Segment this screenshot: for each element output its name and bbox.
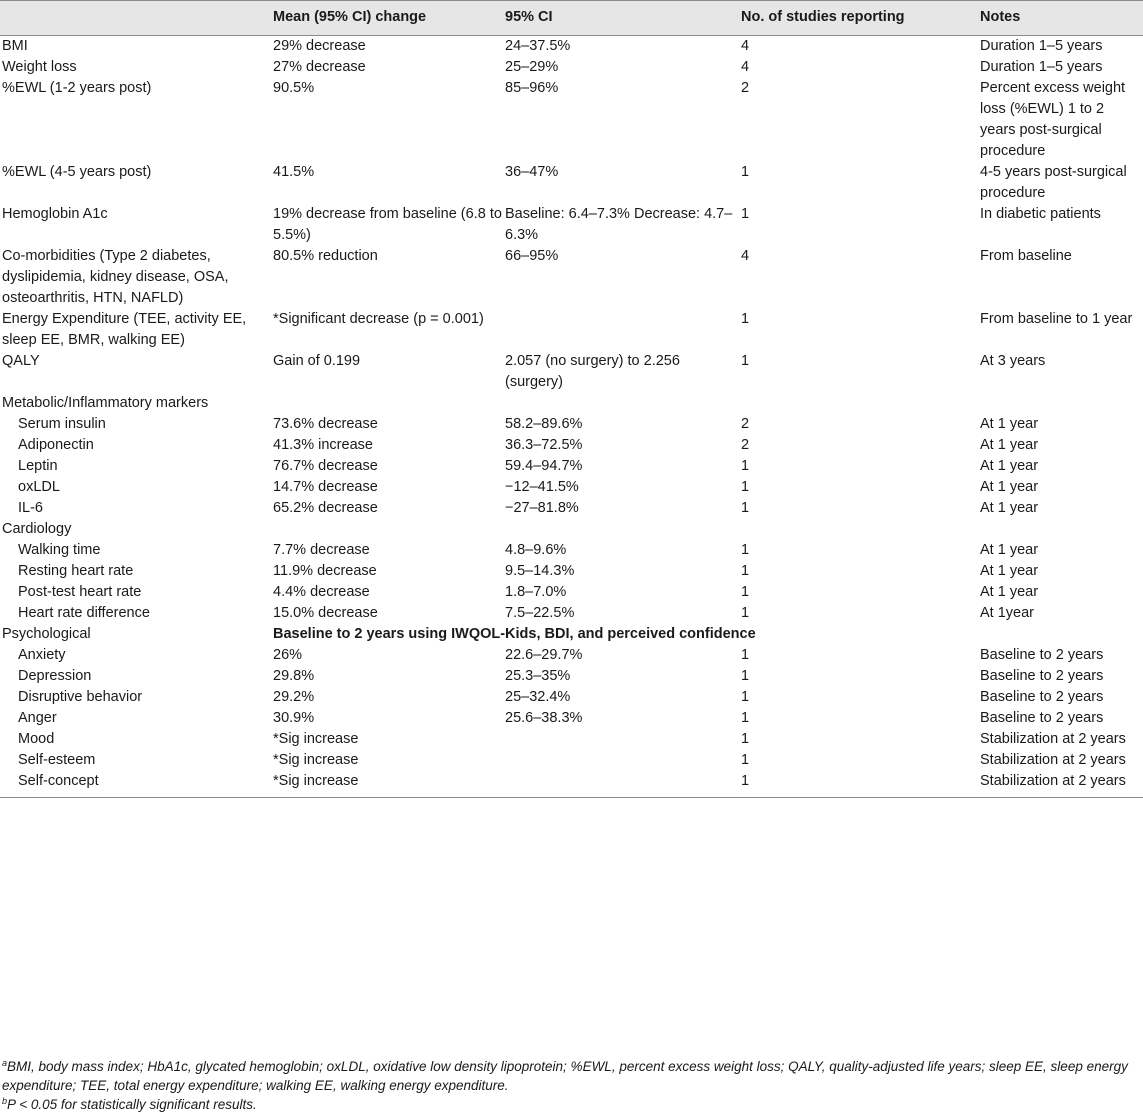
row-ci: −12–41.5% bbox=[505, 479, 579, 495]
table-row bbox=[0, 204, 1143, 246]
row-mean-change: 29.8% bbox=[273, 668, 315, 684]
row-label: Anger bbox=[18, 710, 57, 726]
row-ci bbox=[503, 729, 739, 750]
row-notes: Baseline to 2 years bbox=[980, 710, 1104, 726]
row-label: Weight loss bbox=[2, 59, 77, 75]
row-mean-change: 27% decrease bbox=[273, 59, 366, 75]
row-notes: At 1 year bbox=[980, 500, 1039, 516]
row-ci bbox=[503, 750, 739, 771]
row-mean-change: 90.5% bbox=[273, 80, 315, 96]
row-mean-change: 4.4% decrease bbox=[273, 584, 370, 600]
row-notes: At 1 year bbox=[980, 416, 1039, 432]
row-studies: 2 bbox=[741, 80, 750, 96]
table-row bbox=[0, 435, 1143, 456]
header-notes: Notes bbox=[978, 1, 1143, 36]
section-title: Metabolic/Inflammatory markers bbox=[2, 395, 209, 411]
row-ci: 36–47% bbox=[505, 164, 559, 180]
row-studies: 1 bbox=[741, 500, 750, 516]
row-label: Self-esteem bbox=[18, 752, 96, 768]
section-header-row bbox=[0, 519, 1143, 540]
header-studies: No. of studies reporting bbox=[739, 1, 978, 36]
row-studies: 1 bbox=[741, 584, 750, 600]
row-mean-change: 11.9% decrease bbox=[273, 563, 377, 579]
row-ci: 25–32.4% bbox=[505, 689, 571, 705]
row-ci: 66–95% bbox=[505, 248, 559, 264]
row-label: Disruptive behavior bbox=[18, 689, 143, 705]
row-studies: 1 bbox=[741, 710, 750, 726]
row-notes: In diabetic patients bbox=[980, 206, 1101, 222]
table-row bbox=[0, 540, 1143, 561]
section-filler bbox=[271, 519, 1143, 540]
table-row bbox=[0, 309, 1143, 351]
row-ci: 22.6–29.7% bbox=[505, 647, 583, 663]
table-row bbox=[0, 246, 1143, 309]
table-header-row bbox=[0, 1, 1143, 36]
section-title: Psychological bbox=[2, 626, 91, 642]
table-row bbox=[0, 645, 1143, 666]
row-studies: 1 bbox=[741, 479, 750, 495]
footnote-a bbox=[2, 1057, 1140, 1095]
table-row bbox=[0, 750, 1143, 771]
row-notes: From baseline bbox=[980, 248, 1072, 264]
row-notes: Stabilization at 2 years bbox=[978, 771, 1143, 798]
table-row bbox=[0, 414, 1143, 435]
row-label: Walking time bbox=[18, 542, 101, 558]
row-studies: 1 bbox=[741, 206, 750, 222]
row-mean-change: 14.7% decrease bbox=[273, 479, 378, 495]
row-label: Energy Expenditure (TEE, activity EE, sleep EE, BMR, walking EE) bbox=[2, 311, 247, 348]
row-label: BMI bbox=[2, 38, 28, 54]
row-mean-change: 29% decrease bbox=[273, 38, 366, 54]
row-notes: Percent excess weight loss (%EWL) 1 to 2 years post-surgical procedure bbox=[980, 80, 1126, 159]
row-ci: 4.8–9.6% bbox=[505, 542, 567, 558]
row-mean-change: 76.7% decrease bbox=[273, 458, 378, 474]
row-notes: Stabilization at 2 years bbox=[980, 731, 1126, 747]
row-ci: 24–37.5% bbox=[505, 38, 571, 54]
row-studies: 1 bbox=[741, 605, 750, 621]
row-ci: 1.8–7.0% bbox=[505, 584, 567, 600]
row-studies: 1 bbox=[741, 647, 750, 663]
header-outcome bbox=[0, 1, 271, 36]
row-studies: 4 bbox=[741, 38, 750, 54]
row-notes: Duration 1–5 years bbox=[980, 59, 1103, 75]
row-ci: 25.3–35% bbox=[505, 668, 571, 684]
row-label: Co-morbidities (Type 2 diabetes, dyslipidemia, kidney disease, OSA, osteoarthritis, HTN, NAFLD) bbox=[2, 248, 229, 306]
table-row bbox=[0, 477, 1143, 498]
row-notes: Baseline to 2 years bbox=[980, 647, 1104, 663]
table-row bbox=[0, 162, 1143, 204]
row-studies: 1 bbox=[741, 311, 750, 327]
table-row bbox=[0, 57, 1143, 78]
row-notes: At 1 year bbox=[980, 563, 1039, 579]
table-row bbox=[0, 582, 1143, 603]
row-notes: Stabilization at 2 years bbox=[980, 752, 1126, 768]
footnote-a-marker: a bbox=[2, 1058, 8, 1068]
table-row bbox=[0, 78, 1143, 162]
row-studies: 1 bbox=[741, 353, 750, 369]
row-studies: 1 bbox=[739, 771, 978, 798]
section-header-row bbox=[0, 624, 1143, 645]
row-notes: From baseline to 1 year bbox=[980, 311, 1133, 327]
table-row bbox=[0, 351, 1143, 393]
row-notes: 4-5 years post-surgical procedure bbox=[980, 164, 1127, 201]
row-mean-change: *Sig increase bbox=[273, 731, 359, 747]
row-label: Adiponectin bbox=[18, 437, 94, 453]
row-label: QALY bbox=[2, 353, 40, 369]
row-mean-change: *Sig increase bbox=[273, 752, 359, 768]
row-ci bbox=[503, 771, 739, 798]
section-header-row bbox=[0, 393, 1143, 414]
table-row bbox=[0, 687, 1143, 708]
row-studies: 1 bbox=[741, 752, 750, 768]
row-label: Anxiety bbox=[18, 647, 66, 663]
row-label: Self-concept bbox=[0, 771, 271, 798]
row-label: %EWL (1-2 years post) bbox=[2, 80, 152, 96]
row-mean-change: 73.6% decrease bbox=[273, 416, 378, 432]
row-ci: 25–29% bbox=[505, 59, 559, 75]
row-notes: Baseline to 2 years bbox=[980, 668, 1104, 684]
row-ci: 2.057 (no surgery) to 2.256 (surgery) bbox=[505, 353, 680, 390]
row-mean-change: *Sig increase bbox=[271, 771, 503, 798]
header-ci: 95% CI bbox=[503, 1, 739, 36]
row-mean-change: 15.0% decrease bbox=[273, 605, 378, 621]
row-notes: At 1 year bbox=[980, 584, 1039, 600]
row-notes: At 3 years bbox=[980, 353, 1046, 369]
table-row bbox=[0, 36, 1143, 58]
table-row bbox=[0, 729, 1143, 750]
row-mean-change: 41.3% increase bbox=[273, 437, 373, 453]
row-ci: 9.5–14.3% bbox=[505, 563, 575, 579]
row-ci: 85–96% bbox=[505, 80, 559, 96]
row-mean-change: 65.2% decrease bbox=[273, 500, 378, 516]
row-label: Post-test heart rate bbox=[18, 584, 142, 600]
table-body bbox=[0, 36, 1143, 798]
row-mean-change: *Significant decrease (p = 0.001) bbox=[273, 311, 484, 327]
row-label: Depression bbox=[18, 668, 92, 684]
row-studies: 2 bbox=[741, 416, 750, 432]
table-row bbox=[0, 456, 1143, 477]
row-notes: Baseline to 2 years bbox=[980, 689, 1104, 705]
row-label: Leptin bbox=[18, 458, 58, 474]
row-ci: Baseline: 6.4–7.3% Decrease: 4.7–6.3% bbox=[505, 206, 733, 243]
row-mean-change: 80.5% reduction bbox=[273, 248, 378, 264]
row-notes: At 1 year bbox=[980, 479, 1039, 495]
table-row bbox=[0, 666, 1143, 687]
row-label: %EWL (4-5 years post) bbox=[2, 164, 152, 180]
section-title: Cardiology bbox=[2, 521, 72, 537]
row-notes: At 1 year bbox=[980, 437, 1039, 453]
row-mean-change: 30.9% bbox=[273, 710, 315, 726]
row-label: Resting heart rate bbox=[18, 563, 134, 579]
row-mean-change: 19% decrease from baseline (6.8 to 5.5%) bbox=[273, 206, 502, 243]
row-studies: 4 bbox=[741, 248, 750, 264]
table-row bbox=[0, 603, 1143, 624]
row-ci: 58.2–89.6% bbox=[505, 416, 583, 432]
row-mean-change: 41.5% bbox=[273, 164, 315, 180]
row-ci: −27–81.8% bbox=[505, 500, 579, 516]
row-label: Mood bbox=[18, 731, 55, 747]
row-studies: 4 bbox=[741, 59, 750, 75]
section-span-note: Baseline to 2 years using IWQOL-Kids, BDI, and perceived confidence bbox=[273, 626, 756, 642]
table-row bbox=[0, 561, 1143, 582]
row-notes: Duration 1–5 years bbox=[980, 38, 1103, 54]
row-label: Heart rate difference bbox=[18, 605, 150, 621]
row-studies: 2 bbox=[741, 437, 750, 453]
row-notes: At 1year bbox=[980, 605, 1034, 621]
row-studies: 1 bbox=[741, 689, 750, 705]
row-notes: At 1 year bbox=[980, 542, 1039, 558]
footnote-b-text: P < 0.05 for statistically significant results. bbox=[7, 1097, 257, 1112]
row-studies: 1 bbox=[741, 458, 750, 474]
row-ci: 25.6–38.3% bbox=[505, 710, 583, 726]
row-ci bbox=[503, 309, 739, 351]
footnote-b-marker: b bbox=[2, 1096, 8, 1106]
table-footnotes bbox=[2, 1057, 1140, 1114]
row-label: Hemoglobin A1c bbox=[2, 206, 108, 222]
section-filler bbox=[271, 393, 1143, 414]
row-mean-change: 26% bbox=[273, 647, 303, 663]
footnote-a-text: BMI, body mass index; HbA1c, glycated hemoglobin; oxLDL, oxidative low density lipoprotein; %EWL, percent excess weight loss; QALY, quality-adjusted life years; sleep EE, sleep energy expenditure; TEE, total energy expenditure; walking EE, walking energy expenditure. bbox=[2, 1059, 1128, 1093]
row-studies: 1 bbox=[741, 563, 750, 579]
row-mean-change: 29.2% bbox=[273, 689, 315, 705]
row-label: Serum insulin bbox=[18, 416, 106, 432]
header-mean-change: Mean (95% CI) change bbox=[271, 1, 503, 36]
row-ci: 7.5–22.5% bbox=[505, 605, 575, 621]
row-mean-change: 7.7% decrease bbox=[273, 542, 370, 558]
row-notes: At 1 year bbox=[980, 458, 1039, 474]
row-studies: 1 bbox=[741, 668, 750, 684]
row-ci: 36.3–72.5% bbox=[505, 437, 583, 453]
footnote-b bbox=[2, 1095, 1140, 1114]
row-label: IL-6 bbox=[18, 500, 43, 516]
row-label: oxLDL bbox=[18, 479, 60, 495]
table-row bbox=[0, 498, 1143, 519]
row-ci: 59.4–94.7% bbox=[505, 458, 583, 474]
row-studies: 1 bbox=[741, 542, 750, 558]
row-mean-change: Gain of 0.199 bbox=[273, 353, 361, 369]
row-studies: 1 bbox=[741, 731, 750, 747]
row-studies: 1 bbox=[741, 164, 750, 180]
table-row bbox=[0, 771, 1143, 798]
table-row bbox=[0, 708, 1143, 729]
